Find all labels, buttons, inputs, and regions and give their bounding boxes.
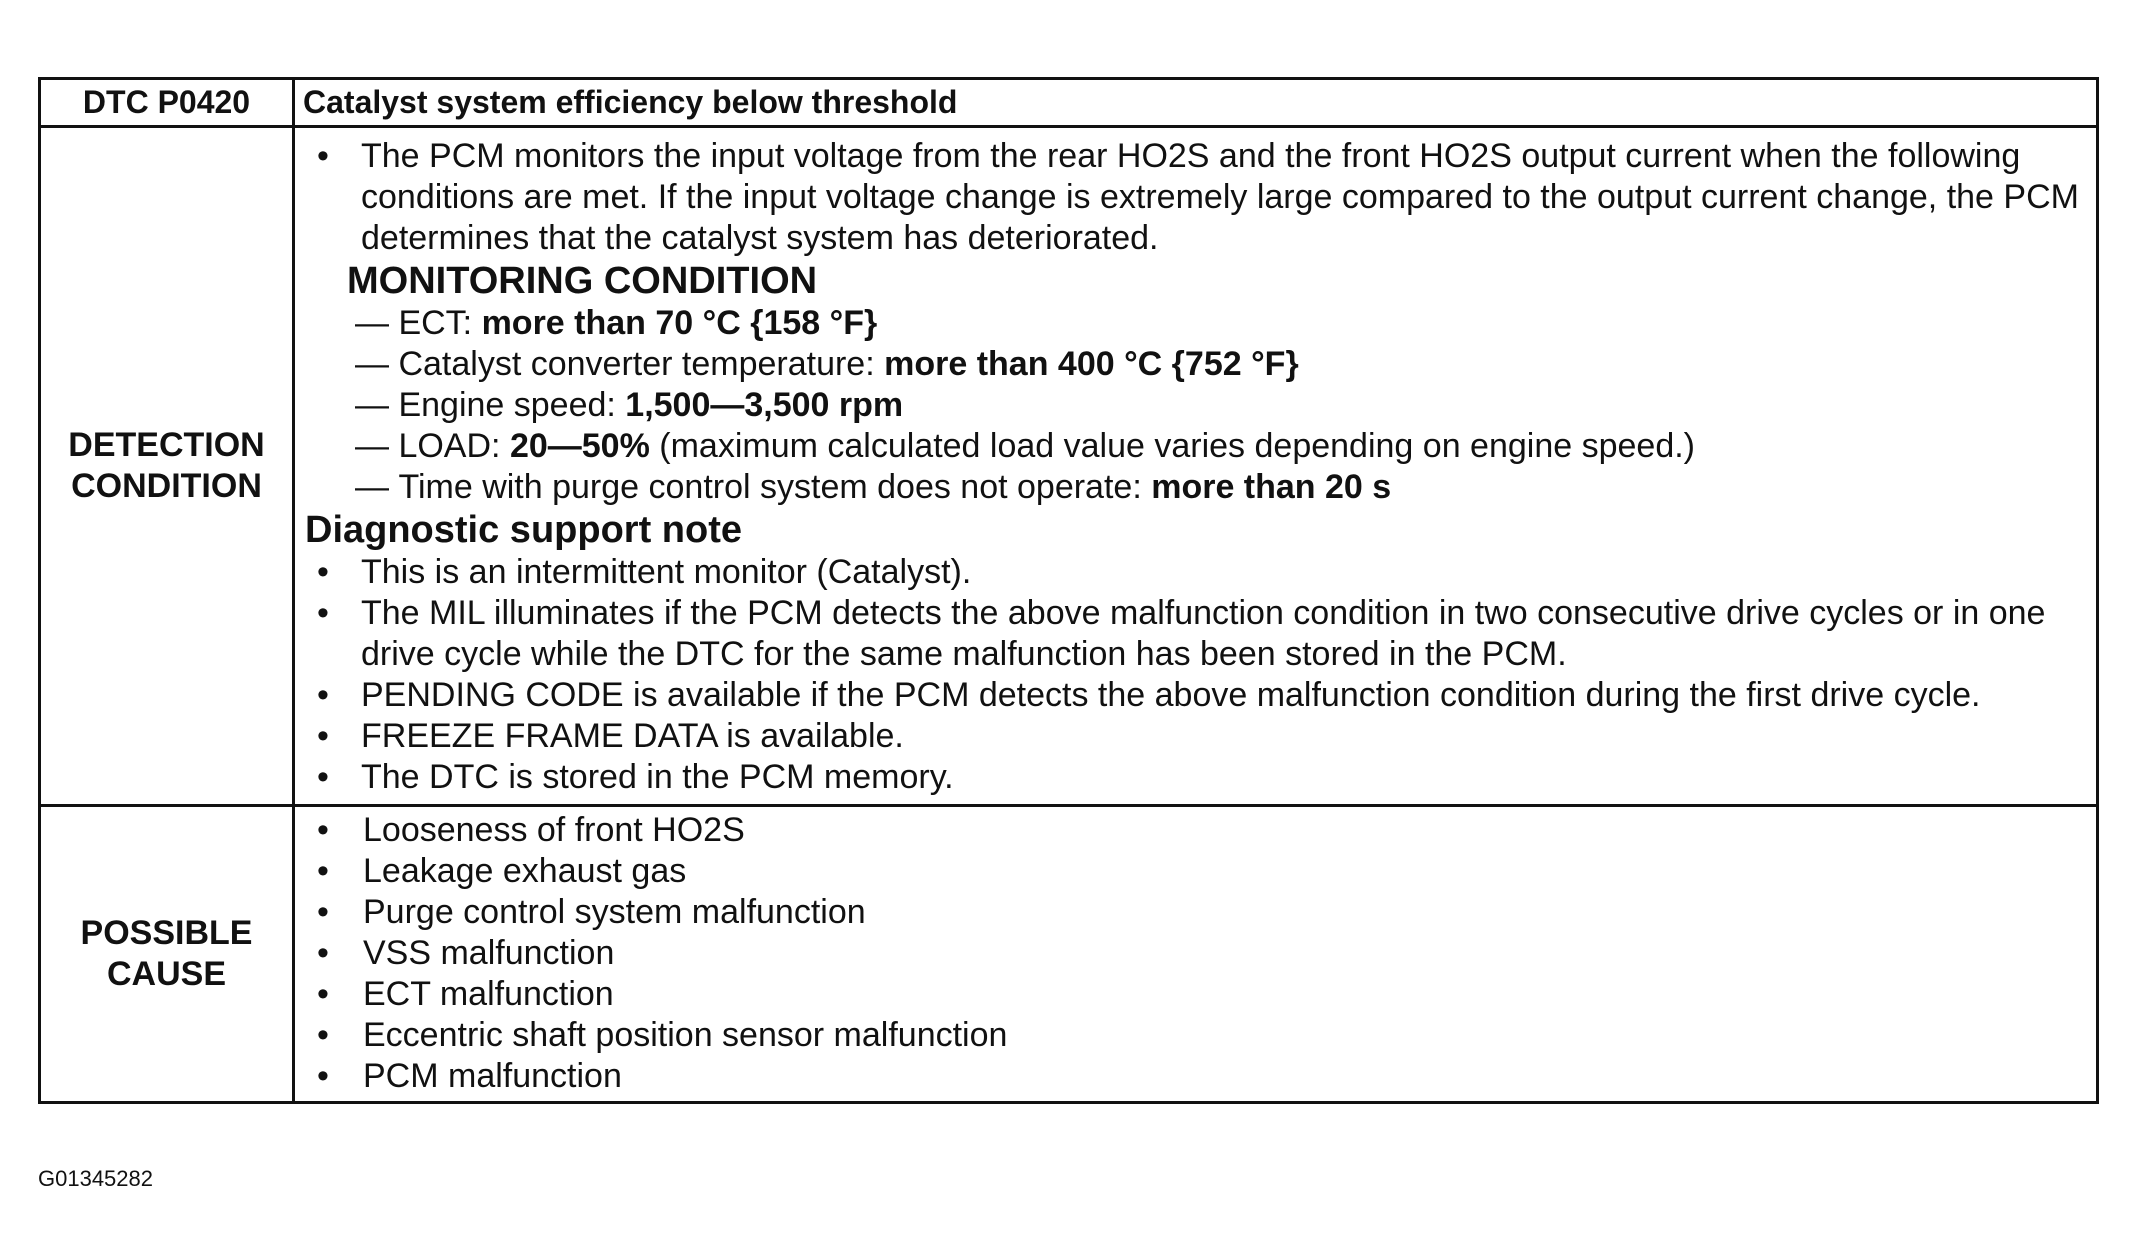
header-row bbox=[40, 79, 2098, 127]
support-note: • This is an intermittent monitor (Catalyst). bbox=[295, 552, 2086, 593]
monitoring-conditions-list bbox=[295, 303, 2086, 508]
condition-label: Catalyst converter temperature: bbox=[398, 345, 885, 383]
condition-label: LOAD: bbox=[398, 427, 510, 465]
support-notes-list bbox=[295, 552, 2086, 798]
cause-item: • VSS malfunction bbox=[295, 933, 2086, 974]
cause-item: • PCM malfunction bbox=[295, 1056, 2086, 1097]
condition-value: 20—50% bbox=[509, 427, 650, 465]
detection-row bbox=[40, 127, 2098, 806]
dtc-title: Catalyst system efficiency below threshold bbox=[294, 79, 2098, 127]
monitoring-condition bbox=[355, 467, 2086, 508]
cause-item: • ECT malfunction bbox=[295, 974, 2086, 1015]
intro-list bbox=[295, 136, 2086, 259]
detection-label bbox=[40, 127, 294, 806]
support-note: • The DTC is stored in the PCM memory. bbox=[295, 757, 2086, 798]
support-note: • PENDING CODE is available if the PCM detects the above malfunction condition during the first drive cycle. bbox=[295, 675, 2086, 716]
support-note: • FREEZE FRAME DATA is available. bbox=[295, 716, 2086, 757]
detection-content bbox=[294, 127, 2098, 806]
dtc-table bbox=[38, 77, 2099, 1104]
condition-note: (maximum calculated load value varies depending on engine speed.) bbox=[649, 427, 1695, 465]
cause-item: • Looseness of front HO2S bbox=[295, 810, 2086, 851]
condition-label: Engine speed: bbox=[398, 386, 626, 424]
detection-label-line2: CONDITION bbox=[71, 467, 262, 505]
cause-item: • Purge control system malfunction bbox=[295, 892, 2086, 933]
monitoring-condition bbox=[355, 385, 2086, 426]
cause-label-line2: CAUSE bbox=[106, 955, 227, 993]
intro-text: • The PCM monitors the input voltage from the rear HO2S and the front HO2S output current when the following conditions are met. If the input voltage change is extremely large compared to the output current change, the PCM determines that the catalyst system has deteriorated. bbox=[295, 136, 2086, 259]
detection-label-line1: DETECTION bbox=[68, 426, 265, 464]
support-note: • The MIL illuminates if the PCM detects the above malfunction condition in two consecutive drive cycles or in one drive cycle while the DTC for the same malfunction has been stored in the PCM. bbox=[295, 593, 2086, 675]
condition-value: more than 70 °C {158 °F} bbox=[481, 304, 878, 342]
cause-label-line1: POSSIBLE bbox=[80, 914, 253, 952]
condition-value: 1,500—3,500 rpm bbox=[625, 386, 904, 424]
monitoring-heading: MONITORING CONDITION bbox=[347, 260, 818, 302]
monitoring-condition bbox=[355, 426, 2086, 467]
cause-content bbox=[294, 806, 2098, 1103]
condition-value: more than 20 s bbox=[1151, 468, 1392, 506]
condition-label: ECT: bbox=[398, 304, 482, 342]
dtc-code: DTC P0420 bbox=[40, 79, 294, 127]
cause-list bbox=[295, 810, 2086, 1097]
cause-item: • Eccentric shaft position sensor malfunction bbox=[295, 1015, 2086, 1056]
cause-item: • Leakage exhaust gas bbox=[295, 851, 2086, 892]
cause-row bbox=[40, 806, 2098, 1103]
condition-label: Time with purge control system does not operate: bbox=[398, 468, 1152, 506]
cause-label bbox=[40, 806, 294, 1103]
condition-value: more than 400 °C {752 °F} bbox=[884, 345, 1299, 383]
monitoring-condition bbox=[355, 303, 2086, 344]
figure-id: G01345282 bbox=[38, 1166, 153, 1191]
monitoring-condition bbox=[355, 344, 2086, 385]
support-note-heading: Diagnostic support note bbox=[305, 509, 742, 551]
